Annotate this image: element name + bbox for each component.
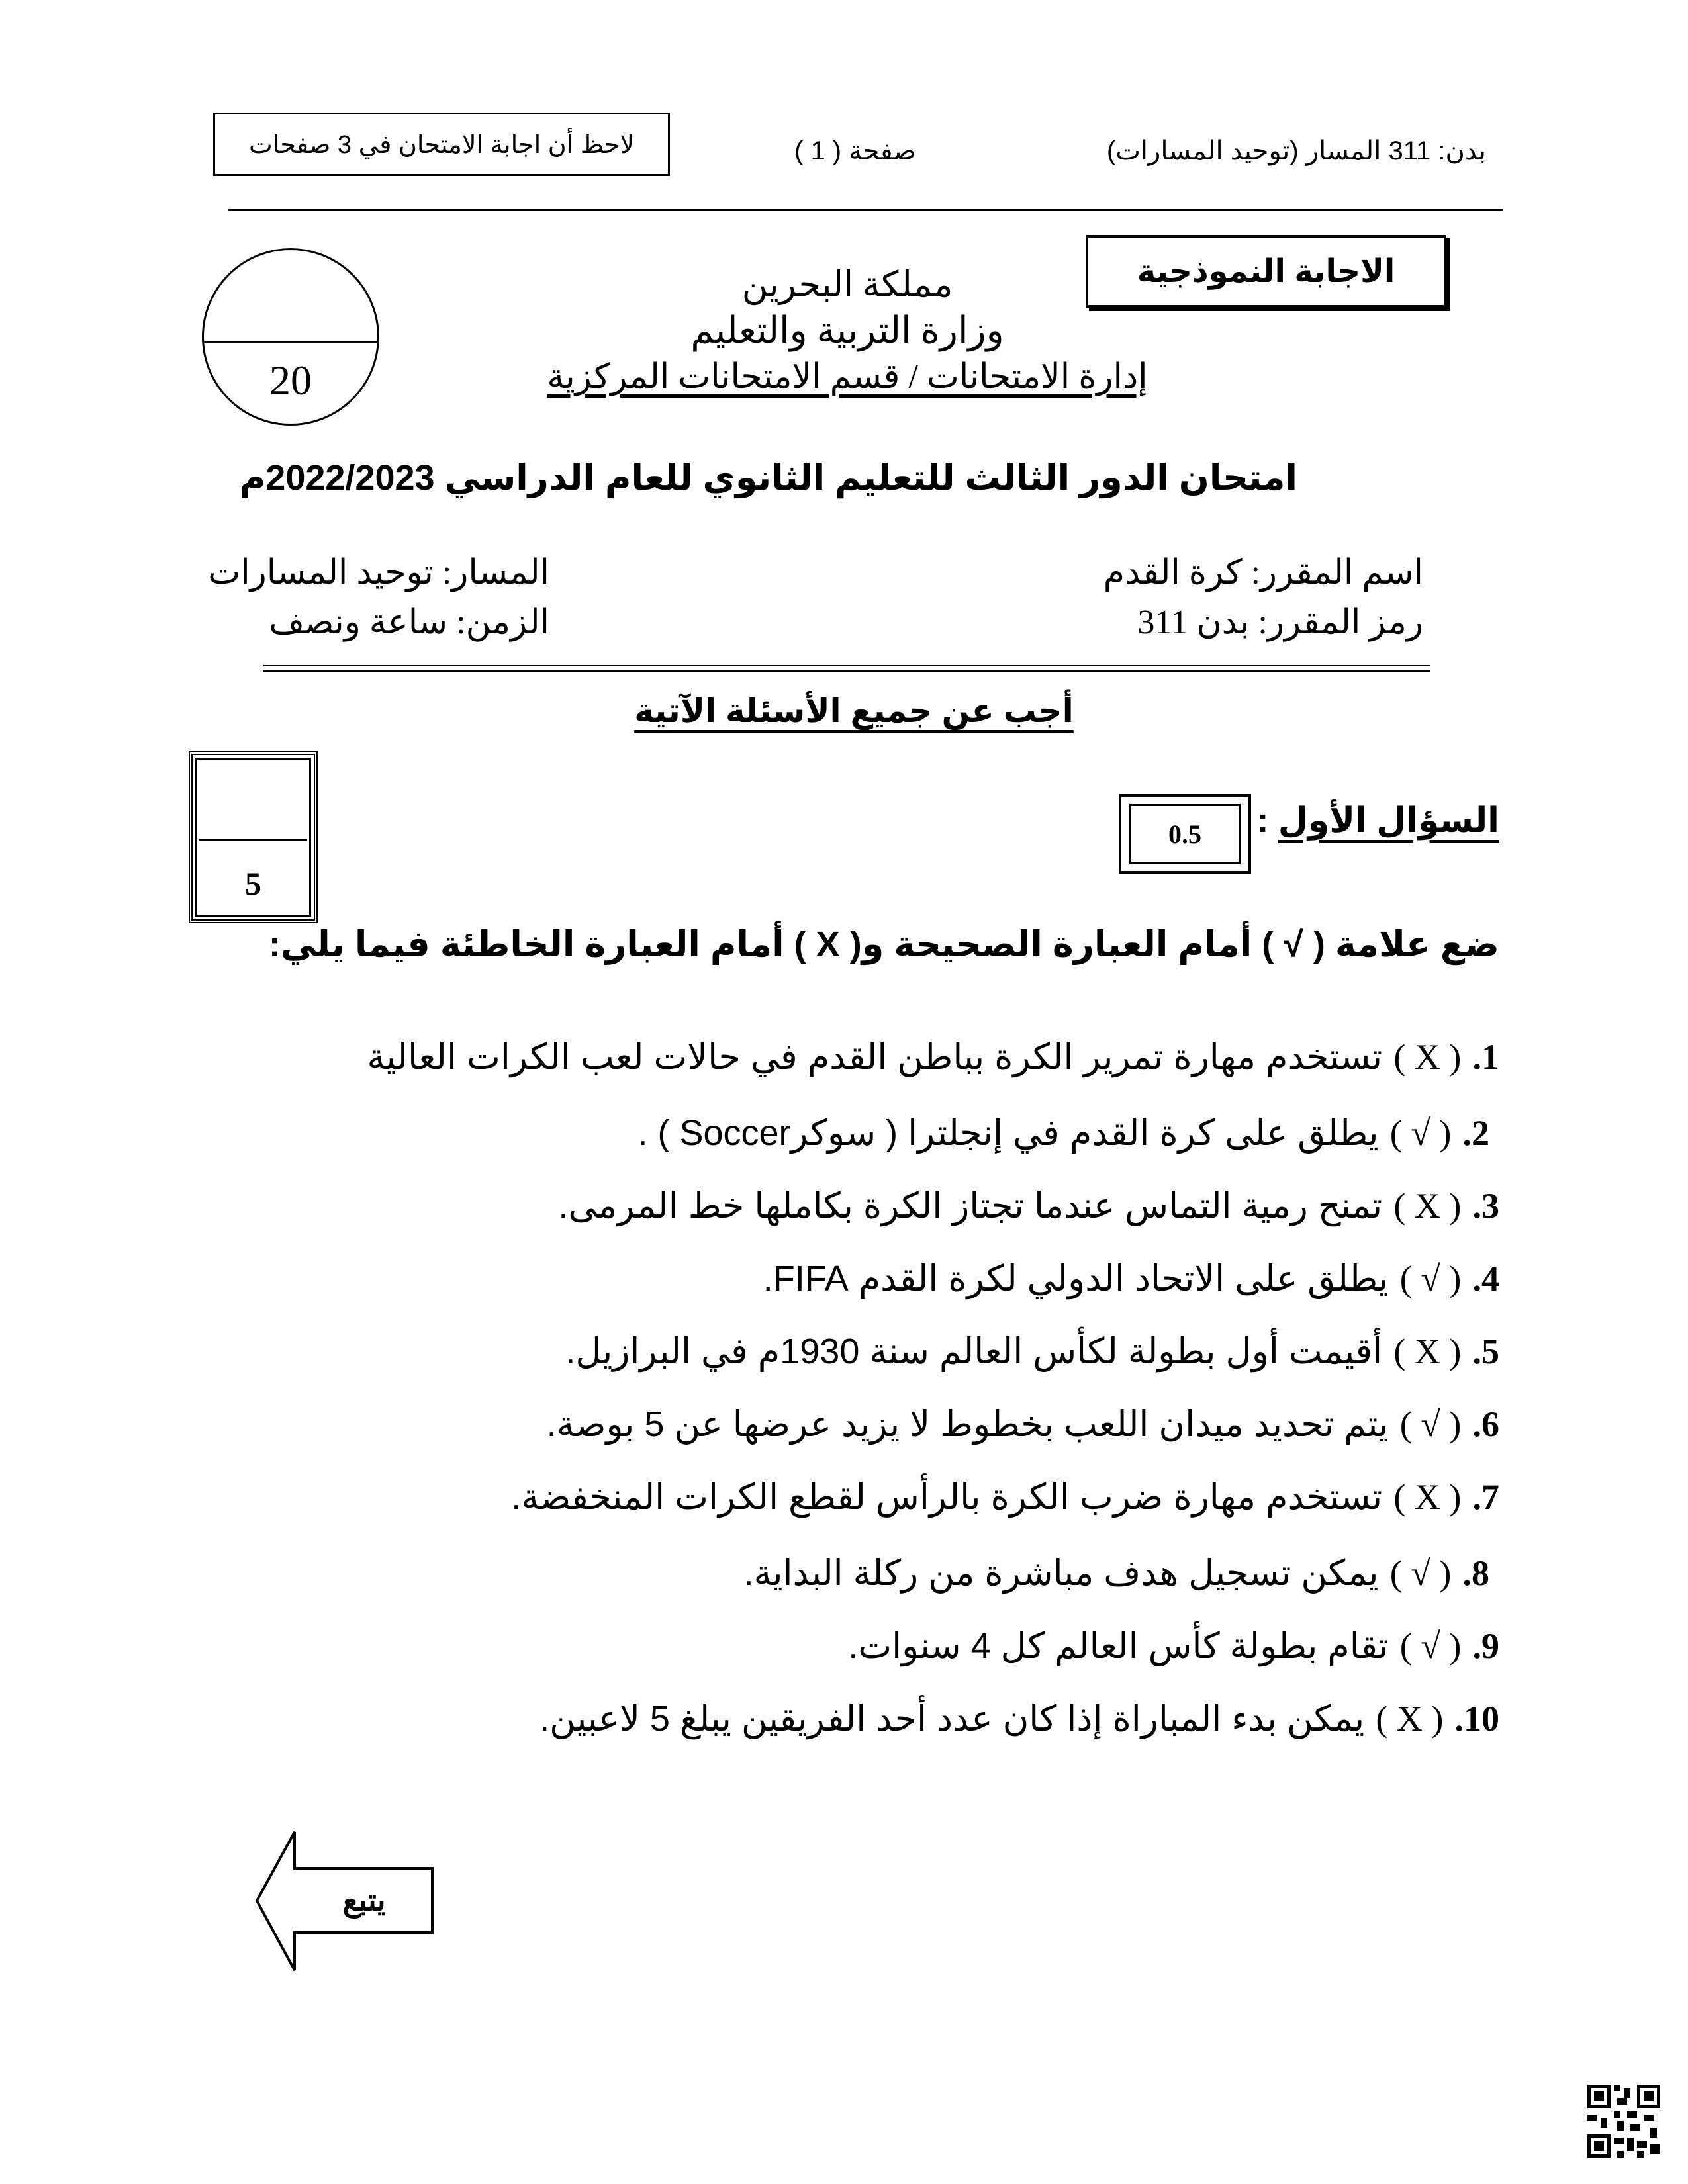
item-answer: ( √ )	[1399, 1404, 1462, 1444]
pages-note: لاحظ أن اجابة الامتحان في 3 صفحات	[248, 130, 635, 159]
continue-arrow-icon	[255, 1830, 434, 1972]
exam-title: امتحان الدور الثالث للتعليم الثانوي للعام الدراسي 2022/2023م	[239, 458, 1297, 498]
item-number: 2.	[1462, 1113, 1489, 1153]
item-number: 3.	[1472, 1186, 1499, 1226]
list-item	[848, 1625, 1499, 1666]
item-text: تقام بطولة كأس العالم كل 4 سنوات.	[848, 1626, 1389, 1666]
list-item	[558, 1185, 1499, 1226]
kingdom-name: مملكة البحرين	[741, 265, 953, 304]
item-text: أقيمت أول بطولة لكأس العالم سنة 1930م في البرازيل.	[565, 1332, 1383, 1371]
item-answer: ( X )	[1393, 1037, 1462, 1077]
item-answer: ( √ )	[1399, 1259, 1462, 1298]
exam-duration: الزمن: ساعة ونصف	[269, 604, 549, 641]
question-mark-box	[189, 751, 318, 923]
item-text: تمنح رمية التماس عندما تجتاز الكرة بكاملها خط المرمى.	[558, 1186, 1383, 1226]
qr-code-icon	[1587, 2085, 1660, 2158]
item-number: 10.	[1454, 1699, 1499, 1739]
item-number: 1.	[1472, 1037, 1499, 1077]
item-text: يتم تحديد ميدان اللعب بخطوط لا يزيد عرضها عن 5 بوصة.	[546, 1404, 1389, 1444]
list-item	[511, 1476, 1499, 1518]
question1-title-colon: :	[1256, 801, 1269, 840]
question1-weight: 0.5	[1129, 804, 1241, 864]
item-number: 9.	[1472, 1626, 1499, 1666]
question1-instruction: ضع علامة ( √ ) أمام العبارة الصحيحة و( X ) أمام العبارة الخاطئة فيما يلي:	[268, 925, 1499, 964]
item-answer: ( X )	[1393, 1332, 1462, 1371]
question-mark-total: 5	[245, 865, 261, 902]
separator-rule	[263, 665, 1430, 672]
item-number: 8.	[1462, 1553, 1489, 1593]
item-answer: ( √ )	[1399, 1626, 1462, 1666]
model-answer-label: الاجابة النموذجية	[1137, 254, 1395, 289]
item-number: 7.	[1472, 1477, 1499, 1517]
item-answer: ( X )	[1393, 1477, 1462, 1517]
header-rule	[228, 209, 1503, 211]
course-code: رمز المقرر: بدن 311	[1137, 604, 1423, 641]
list-item	[637, 1112, 1489, 1154]
header-course-track: بدن: 311 المسار (توحيد المسارات)	[1106, 136, 1486, 165]
item-text: يطلق على الاتحاد الدولي لكرة القدم FIFA.	[763, 1259, 1389, 1298]
item-text: تستخدم مهارة ضرب الكرة بالرأس لقطع الكرات المنخفضة.	[511, 1477, 1383, 1517]
question1-title	[1257, 801, 1499, 841]
total-score-circle	[202, 248, 379, 426]
list-item	[547, 1403, 1499, 1445]
item-answer: ( √ )	[1389, 1113, 1452, 1153]
item-number: 6.	[1472, 1404, 1499, 1444]
list-item	[565, 1330, 1499, 1372]
course-name: اسم المقرر: كرة القدم	[1103, 554, 1423, 592]
mark-box-divider	[199, 839, 307, 841]
item-answer: ( √ )	[1389, 1553, 1452, 1593]
course-track: المسار: توحيد المسارات	[208, 554, 549, 592]
score-circle-divider	[204, 341, 377, 343]
ministry-heading	[530, 261, 1165, 400]
item-text: يمكن تسجيل هدف مباشرة من ركلة البداية.	[743, 1553, 1379, 1593]
total-score: 20	[269, 357, 312, 404]
question1-weight-box	[1119, 794, 1251, 874]
list-item	[367, 1036, 1499, 1077]
question1-title-text: السؤال الأول	[1278, 801, 1499, 840]
item-text: يمكن بدء المباراة إذا كان عدد أحد الفريقين يبلغ 5 لاعبين.	[539, 1699, 1365, 1739]
continue-label: يتبع	[342, 1883, 386, 1917]
general-instructions: أجب عن جميع الأسئلة الآتية	[634, 692, 1074, 729]
item-answer: ( X )	[1393, 1186, 1462, 1226]
item-number: 4.	[1472, 1259, 1499, 1298]
pages-note-box	[213, 113, 670, 176]
department-name: إدارة الامتحانات / قسم الامتحانات المركزية	[547, 358, 1148, 396]
list-item	[744, 1552, 1489, 1594]
list-item	[763, 1257, 1499, 1299]
list-item	[539, 1698, 1499, 1739]
item-text: تستخدم مهارة تمرير الكرة بباطن القدم في حالات لعب الكرات العالية	[367, 1037, 1383, 1077]
ministry-name: وزارة التربية والتعليم	[690, 310, 1004, 351]
page-number: صفحة ( 1 )	[794, 136, 916, 165]
item-number: 5.	[1472, 1332, 1499, 1371]
item-text: يطلق على كرة القدم في إنجلترا ( سوكرSoccer ) .	[637, 1113, 1379, 1153]
item-answer: ( X )	[1376, 1699, 1444, 1739]
